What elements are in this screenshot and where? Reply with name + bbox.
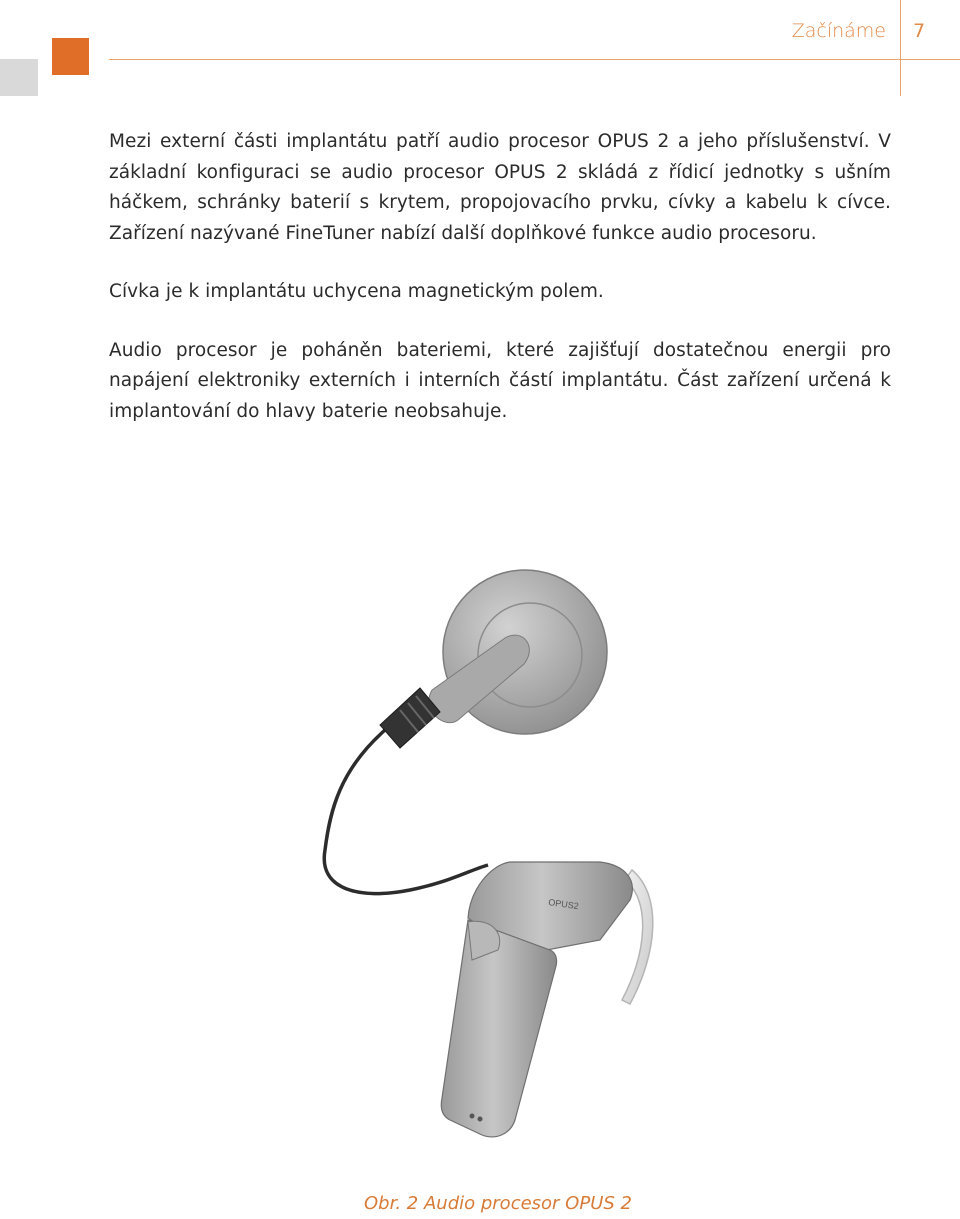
device-label: OPUS2 bbox=[547, 897, 580, 912]
paragraph-1: Mezi externí části implantátu patří audio procesor OPUS 2 a jeho příslušenství. V základní konfiguraci se audio procesor OPUS 2 skládá z řídicí jednotky s ušním háčkem, schránky baterií s krytem, propojovacího prvku, cívky a kabelu k cívce. Zařízení nazývané FineTuner nabízí další doplňkové funkce audio procesoru. bbox=[109, 131, 891, 244]
corner-gray-square bbox=[0, 59, 38, 96]
header-vertical-rule bbox=[900, 0, 901, 96]
figure-audio-processor bbox=[300, 560, 680, 1160]
header-rule bbox=[109, 59, 960, 60]
running-header-section: Začínáme bbox=[791, 20, 886, 42]
paragraph-3: Audio procesor je poháněn bateriemi, které zajišťují dostatečnou energii pro napájení elektroniky externích i interních částí implantátu. Část zařízení určená k implantování do hlavy baterie neobsahuje. bbox=[109, 339, 891, 422]
battery-pack bbox=[441, 920, 556, 1137]
paragraph-2: Cívka je k implantátu uchycena magnetickým polem. bbox=[109, 281, 604, 302]
body-text bbox=[109, 127, 891, 455]
page-number: 7 bbox=[913, 20, 926, 42]
coil-cable bbox=[324, 730, 488, 894]
corner-orange-square bbox=[52, 38, 89, 75]
audio-processor-illustration bbox=[300, 560, 680, 1160]
figure-caption: Obr. 2 Audio procesor OPUS 2 bbox=[364, 1193, 632, 1214]
